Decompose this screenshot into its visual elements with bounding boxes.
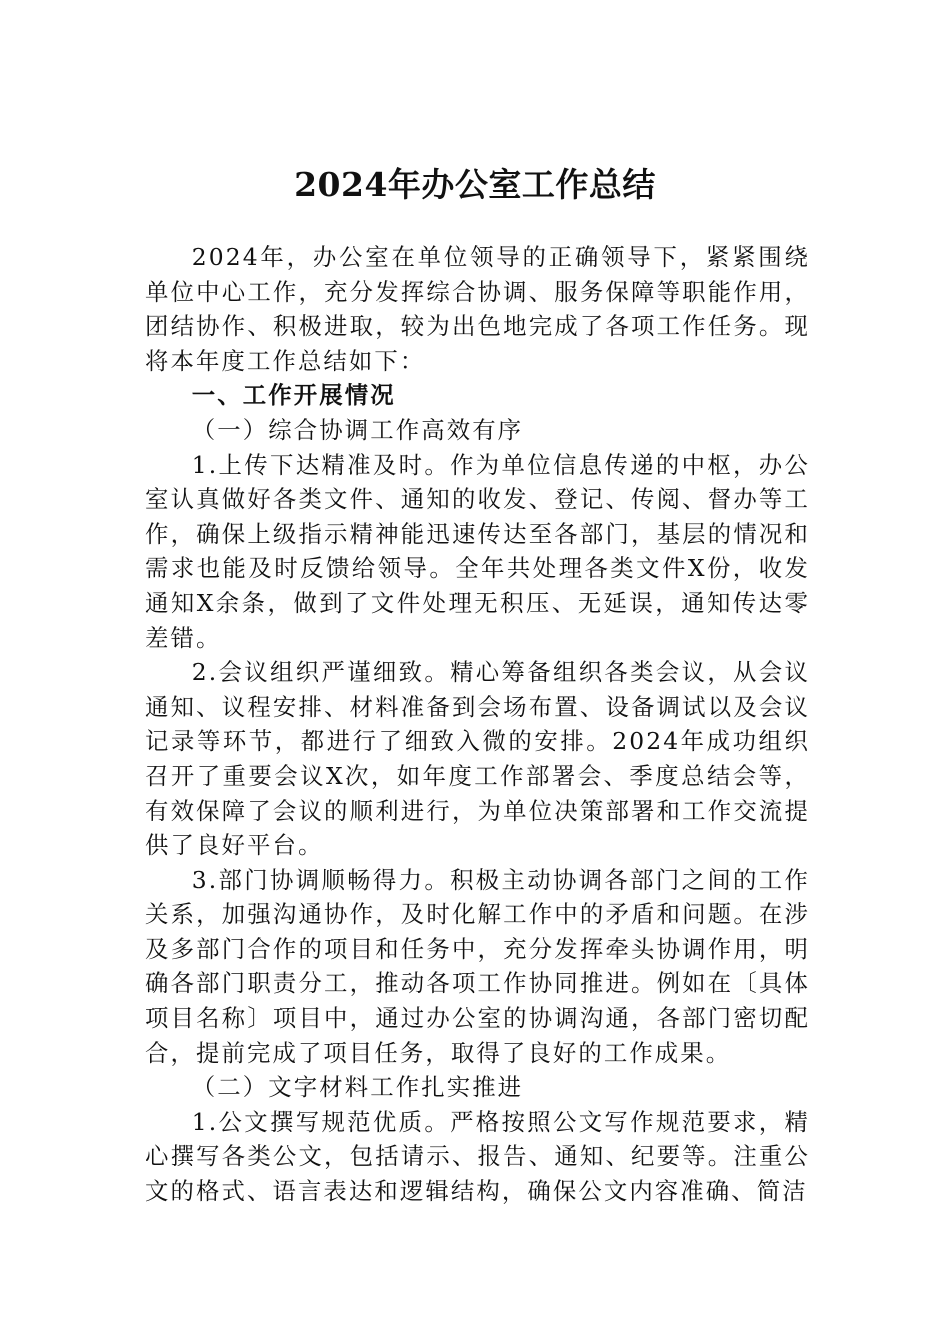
subsection-heading: （一）综合协调工作高效有序 xyxy=(191,415,524,444)
document-title: 2024年办公室工作总结 xyxy=(294,165,656,204)
section-heading: 一、工作开展情况 xyxy=(191,381,396,410)
intro-paragraph: 2024年，办公室在单位领导的正确领导下，紧紧围绕单位中心工作，充分发挥综合协调、服务保障等职能作用，团结协作、积极进取，较为出色地完成了各项工作任务。现将本年度工作总结如下： xyxy=(145,243,810,375)
body-paragraph: 1.公文撰写规范优质。严格按照公文写作规范要求，精心撰写各类公文，包括请示、报告、通知、纪要等。注重公文的格式、语言表达和逻辑结构，确保公文内容准确、简洁 xyxy=(145,1107,810,1206)
body-paragraph: 2.会议组织严谨细致。精心筹备组织各类会议，从会议通知、议程安排、材料准备到会场布置、设备调试以及会议记录等环节，都进行了细致入微的安排。2024年成功组织召开了重要会议X次，如年度工作部署会、季度总结会等，有效保障了会议的顺利进行，为单位决策部署和工作交流提供了良好平台。 xyxy=(145,658,810,860)
body-paragraph: 3.部门协调顺畅得力。积极主动协调各部门之间的工作关系，加强沟通协作，及时化解工作中的矛盾和问题。在涉及多部门合作的项目和任务中，充分发挥牵头协调作用，明确各部门职责分工，推动各项工作协同推进。例如在〔具体项目名称〕项目中，通过办公室的协调沟通，各部门密切配合，提前完成了项目任务，取得了良好的工作成果。 xyxy=(145,865,810,1067)
subsection-heading: （二）文字材料工作扎实推进 xyxy=(191,1073,524,1102)
body-paragraph: 1.上传下达精准及时。作为单位信息传递的中枢，办公室认真做好各类文件、通知的收发、登记、传阅、督办等工作，确保上级指示精神能迅速传达至各部门，基层的情况和需求也能及时反馈给领导。全年共处理各类文件X份，收发通知X余条，做到了文件处理无积压、无延误，通知传达零差错。 xyxy=(145,450,810,652)
document-body xyxy=(145,240,810,1209)
